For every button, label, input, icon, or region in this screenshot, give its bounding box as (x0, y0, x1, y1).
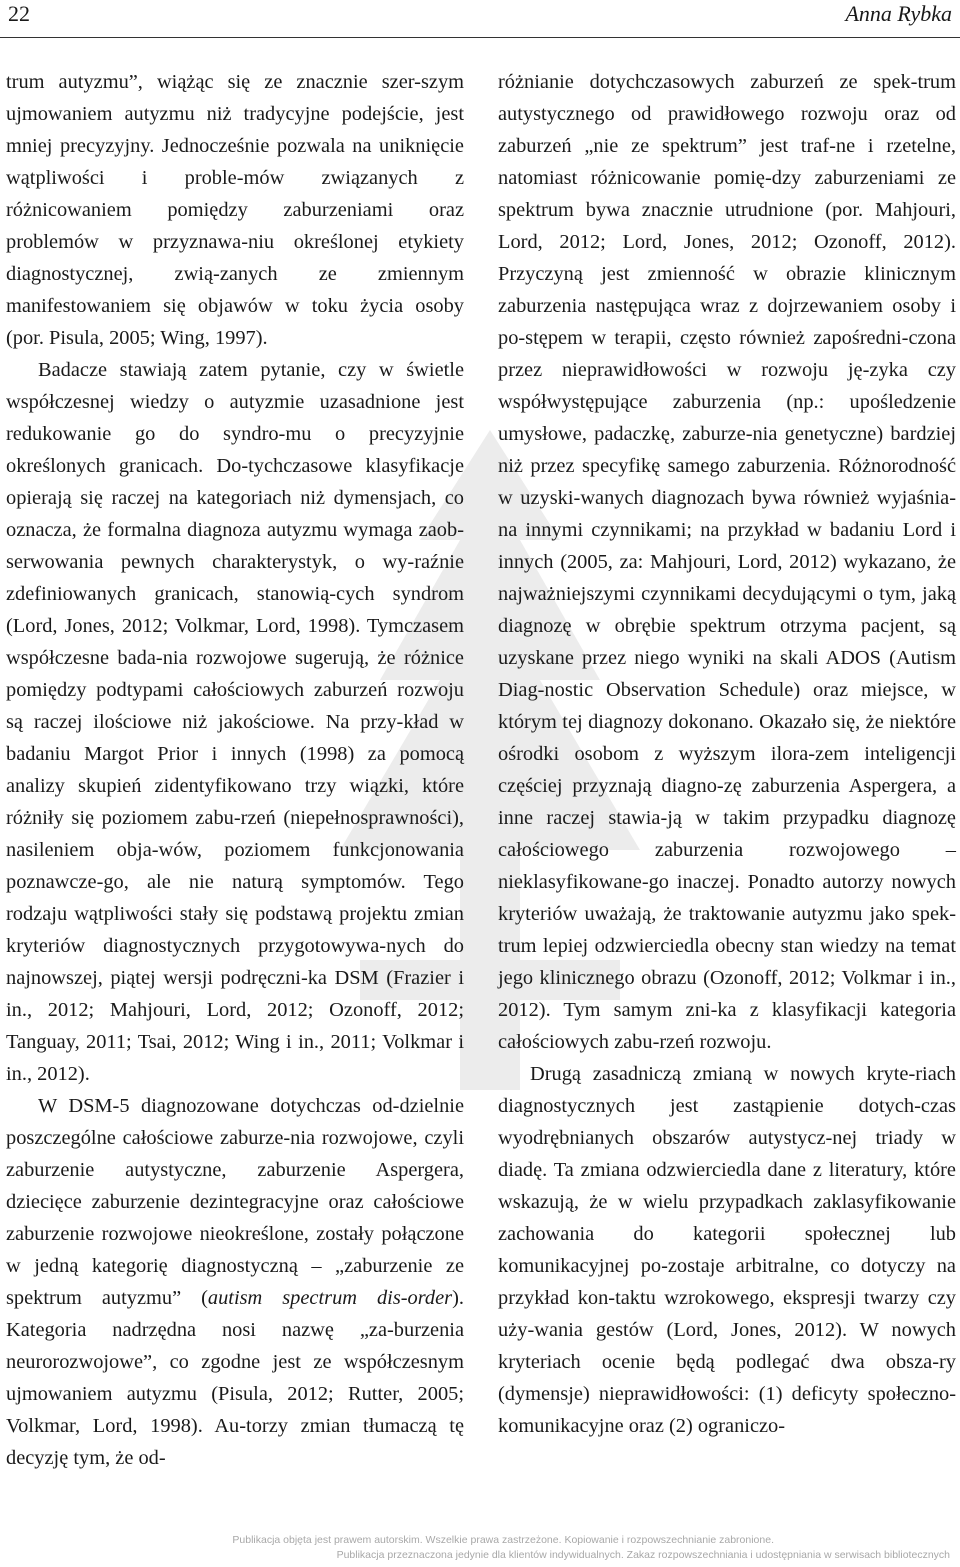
right-column (498, 66, 956, 1442)
header-rule (0, 37, 960, 38)
paragraph: różnianie dotychczasowych zaburzeń ze spek-trum autystycznego od prawidłowego rozwoju oraz od zaburzeń „nie ze spektrum” jest traf-ne i rzetelne, natomiast różnicowanie pomię-dzy zaburzeniami ze spektrum bywa znacznie utrudnione (por. Mahjouri, Lord, 2012; Lord, Jones, 2012; Ozonoff, 2012). Przyczyną jest zmienność w obrazie klinicznym zaburzenia następująca wraz z dojrzewaniem osoby i po-stępem w terapii, często również zapośredni-czona przez nieprawidłowości w rozwoju ję-zyka czy współwystępujące zaburzenia (np.: upośledzenie umysłowe, padaczkę, zaburze-nia genetyczne) bardziej niż przez specyfikę samego zaburzenia. Różnorodność w uzyski-wanych diagnozach bywa również wyjaśnia-na innymi czynnikami; na przykład w badaniu Lord i innych (2005, za: Mahjouri, Lord, 2012) wykazano, że najważniejszymi czynnikami decydującymi o tym, jaką diagnozę w obrębie spektrum otrzyma pacjent, są uzyskane przez niego wyniki na skali ADOS (Autism Diag-nostic Observation Schedule) oraz miejsce, w którym tej diagnozy dokonano. Okazało się, że niektóre ośrodki osobom z wyższym ilora-zem inteligencji częściej przyznają diagno-zę zaburzenia Aspergera, a inne raczej stawia-ją w takim przypadku diagnozę całościowego zaburzenia rozwojowego – nieklasyfikowane-go inaczej. Ponadto autorzy nowych kryteriów uważają, że traktowanie autyzmu jako spek-trum lepiej odzwierciedla obecny stan wiedzy na temat jego klinicznego obrazu (Ozonoff, 2012; Volkmar i in., 2012). Tym samym zni-ka z klasyfikacji kategoria całościowych zabu-rzeń rozwoju. (498, 71, 956, 1053)
running-author: Anna Rybka (845, 1, 952, 26)
paragraph: trum autyzmu”, wiążąc się ze znacznie szer-szym ujmowaniem autyzmu niż tradycyjne podejście, jest mniej precyzyjny. Jednocześnie pozwala na uniknięcie wątpliwości i proble-mów związanych z różnicowaniem pomiędzy zaburzeniami oraz problemów w przyznawa-niu określonej etykiety diagnostycznej, zwią-zanych ze zmiennym manifestowaniem się objawów w toku życia osoby (por. Pisula, 2005; Wing, 1997). (6, 71, 464, 349)
copyright-footer (0, 1533, 960, 1563)
footer-line: Publikacja objęta jest prawem autorskim. Wszelkie prawa zastrzeżone. Kopiowanie i rozpowszechnianie zabronione. (232, 1534, 774, 1546)
paragraph (6, 1090, 464, 1474)
paragraph-text: W DSM-5 diagnozowane dotychczas od-dzielnie poszczególne całościowe zaburze-nia rozwojowe, czyli zaburzenie autystyczne, zaburzenie Aspergera, dziecięce zaburzenie dezintegracyjne oraz całościowe zaburzenie rozwojowe nieokreślone, zostały połączone w jedną kategorię diagnostyczną – „zaburzenie ze spektrum autyzmu” ( (6, 1095, 464, 1309)
footer-line: Publikacja przeznaczona jedynie dla klientów indywidualnych. Zakaz rozpowszechniania i udostępniania w serwisach bibliotecznych (336, 1549, 950, 1561)
left-column (6, 66, 464, 1474)
paragraph: Drugą zasadniczą zmianą w nowych kryte-riach diagnostycznych jest zastąpienie dotych-czas wyodrębnianych obszarów autystycz-nej triady w diadę. Ta zmiana odzwierciedla dane z literatury, które wskazują, że w wielu przypadkach zaklasyfikowanie zachowania do kategorii społecznej lub komunikacyjnej po-zostaje arbitralne, co dotyczy na przykład kon-taktu wzrokowego, ekspresji twarzy czy uży-wania gestów (Lord, Jones, 2012). W nowych kryteriach ocenie będą podlegać dwa obsza-ry (dymensje) nieprawidłowości: (1) deficyty społeczno-komunikacyjne oraz (2) ograniczo- (498, 1063, 956, 1437)
paragraph: Badacze stawiają zatem pytanie, czy w świetle współczesnej wiedzy o autyzmie uzasadnione jest redukowanie go do syndro-mu o precyzyjnie określonych granicach. Do-tychczasowe klasyfikacje opierają się raczej na kategoriach niż dymensjach, co oznacza, że formalna diagnoza autyzmu wymaga zaob-serwowania pewnych charakterystyk, o wy-raźnie zdefiniowanych granicach, stanowią-cych syndrom (Lord, Jones, 2012; Volkmar, Lord, 1998). Tymczasem współczesne bada-nia rozwojowe sugerują, że różnice pomiędzy podtypami całościowych zaburzeń rozwoju są raczej ilościowe niż jakościowe. Na przy-kład w badaniu Margot Prior i innych (1998) za pomocą analizy skupień zidentyfikowano trzy wiązki, które różniły się poziomem zabu-rzeń (niepełnosprawności), nasileniem obja-wów, poziomem funkcjonowania poznawcze-go, ale nie naturą symptomów. Tego rodzaju wątpliwości stały się podstawą projektu zmian kryteriów diagnostycznych przygotowywa-nych do najnowszej, piątej wersji podręczni-ka DSM (Frazier i in., 2012; Mahjouri, Lord, 2012; Ozonoff, 2012; Tanguay, 2011; Tsai, 2012; Wing i in., 2011; Volkmar i in., 2012). (6, 359, 464, 1085)
italic-term: autism spectrum dis-order (207, 1287, 453, 1309)
paragraph-text: ). Kategoria nadrzędna nosi nazwę „za-burzenia neurorozwojowe”, co zgodne jest ze współczesnym ujmowaniem autyzmu (Pisula, 2012; Rutter, 2005; Volkmar, Lord, 1998). Au-torzy zmian tłumaczą tę decyzję tym, że od- (6, 1287, 464, 1469)
page-number: 22 (8, 1, 30, 26)
